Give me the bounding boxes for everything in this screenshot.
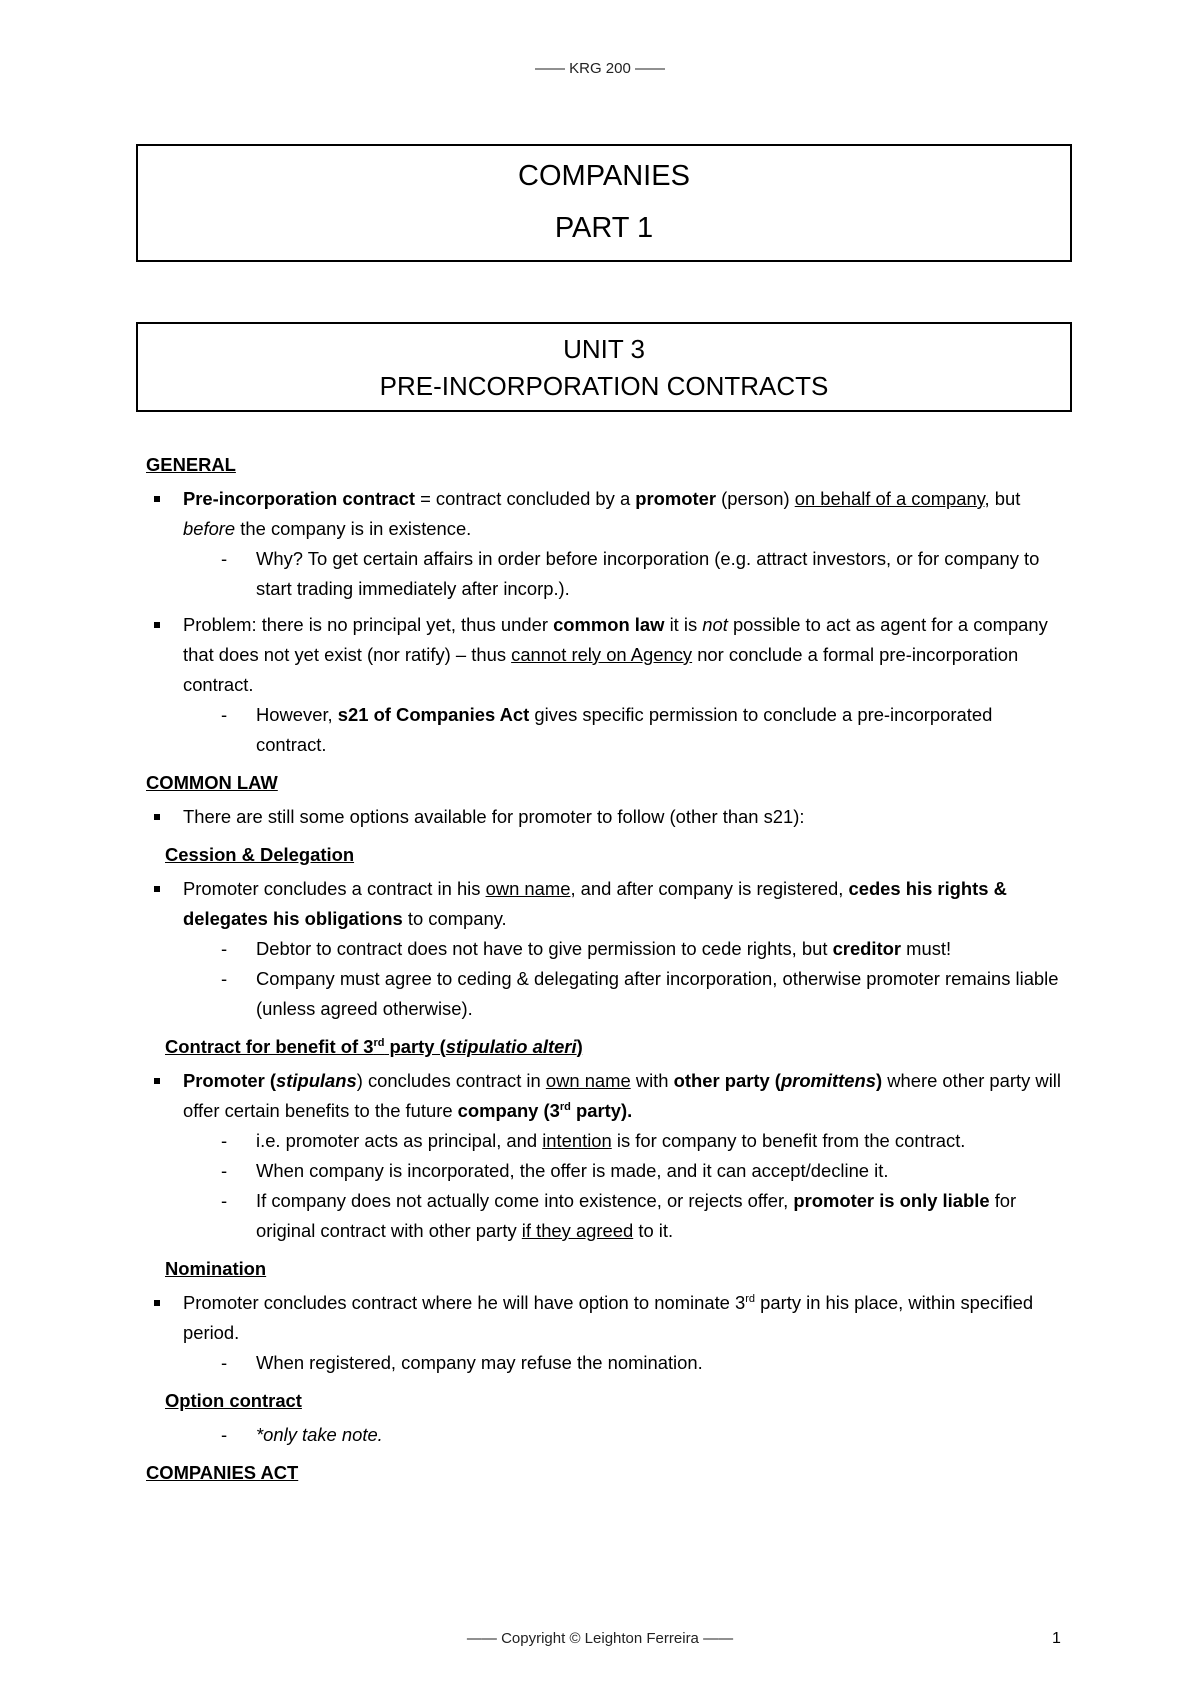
term: party).	[570, 1100, 633, 1121]
text: Promoter concludes contract where he will have option to nominate 3	[183, 1292, 746, 1313]
common-law-list	[146, 802, 1066, 832]
text: Debtor to contract does not have to give permission to cede rights, but	[256, 938, 833, 959]
title-line-1: COMPANIES	[518, 160, 690, 192]
sub-list	[183, 1420, 1066, 1450]
text: However,	[256, 704, 338, 725]
sub-item	[146, 1420, 1066, 1450]
text: for original contract with other party	[256, 1190, 1017, 1241]
text: the company is in existence.	[235, 518, 472, 539]
text: it is	[664, 614, 703, 635]
text: nor conclude a formal pre-incorporation contract.	[183, 644, 1019, 695]
text: with	[630, 1070, 674, 1091]
term: s21 of Companies Act	[337, 704, 530, 725]
superscript: rd	[745, 1292, 756, 1305]
general-list	[146, 484, 1066, 760]
text: )	[576, 1036, 583, 1057]
title-line-2: PART 1	[554, 212, 654, 244]
unit-title: PRE-INCORPORATION CONTRACTS	[379, 371, 829, 401]
text: possible to act as agent for a company that does not yet exist (nor ratify) – thus	[183, 614, 1048, 665]
sub-item	[146, 700, 1066, 760]
list-item: There are still some options available for promoter to follow (other than s21):	[146, 802, 1066, 832]
list-item	[146, 610, 1066, 760]
text: i.e. promoter acts as principal, and	[256, 1130, 543, 1151]
term: common law	[553, 614, 665, 635]
term: delegates his obligations	[183, 908, 403, 929]
term: cedes his rights	[848, 878, 989, 899]
list-item	[146, 1066, 1066, 1246]
superscript: rd	[373, 1036, 385, 1049]
term: company (3	[457, 1100, 560, 1121]
underlined-text: if they agreed	[521, 1220, 634, 1241]
list-item	[146, 1420, 1066, 1450]
term: creditor	[832, 938, 902, 959]
italic-text: before	[183, 518, 236, 539]
text: , and after company is registered,	[570, 878, 849, 899]
nomination-list	[146, 1288, 1066, 1378]
document-body	[146, 450, 1066, 1488]
sub-item	[146, 1186, 1066, 1246]
companies-act-heading: COMPANIES ACT	[146, 1462, 299, 1483]
unit-number: UNIT 3	[563, 334, 645, 364]
list-item	[146, 484, 1066, 604]
italic-term: stipulans	[276, 1070, 357, 1091]
sub-item: - Company must agree to ceding & delegating after incorporation, otherwise promoter remains liable (unless agreed otherwise).	[146, 964, 1066, 1024]
text: , but	[984, 488, 1021, 509]
text: If company does not actually come into existence, or rejects offer,	[256, 1190, 794, 1211]
term: )	[875, 1070, 883, 1091]
text: Contract for benefit of 3	[165, 1036, 374, 1057]
sub-list	[183, 544, 1066, 604]
text: Promoter concludes a contract in his	[183, 878, 486, 899]
underlined-text: own name	[485, 878, 571, 899]
page-header: —— KRG 200 ——	[534, 60, 666, 77]
cession-list	[146, 874, 1066, 1024]
stipulatio-heading	[165, 1032, 1066, 1062]
sub-list	[183, 700, 1066, 760]
underlined-text: cannot rely on Agency	[511, 644, 693, 665]
italic-text: *only take note.	[256, 1424, 383, 1445]
option-list	[146, 1420, 1066, 1450]
text: must!	[901, 938, 952, 959]
term: Pre-incorporation contract	[183, 488, 415, 509]
unit-box	[136, 322, 1072, 412]
title-box	[136, 144, 1072, 262]
page-number: 1	[1052, 1630, 1061, 1647]
term: ) concludes contract in	[356, 1070, 546, 1091]
text: where other party will offer certain benefits to the future	[183, 1070, 1061, 1121]
common-law-heading: COMMON LAW	[146, 772, 278, 793]
sub-item	[146, 1126, 1066, 1156]
sub-list	[183, 934, 1066, 1024]
underlined-text: intention	[542, 1130, 612, 1151]
general-heading: GENERAL	[146, 454, 236, 475]
text: to it.	[633, 1220, 674, 1241]
text: (person)	[716, 488, 795, 509]
text: gives specific permission to conclude a pre-incorporated contract.	[256, 704, 993, 755]
text: = contract concluded by a	[414, 488, 636, 509]
text: to company.	[402, 908, 507, 929]
underlined-text: own name	[545, 1070, 631, 1091]
option-heading: Option contract	[165, 1390, 302, 1411]
term: Promoter (	[183, 1070, 276, 1091]
italic-term: promittens	[780, 1070, 876, 1091]
list-item	[146, 874, 1066, 1024]
stipulatio-list	[146, 1066, 1066, 1246]
cession-heading: Cession & Delegation	[165, 844, 355, 865]
sub-item: - When company is incorporated, the offer is made, and it can accept/decline it.	[146, 1156, 1066, 1186]
sub-list	[183, 1126, 1066, 1246]
footer-copyright: —— Copyright © Leighton Ferreira ——	[466, 1630, 734, 1647]
nomination-heading: Nomination	[165, 1258, 267, 1279]
text: Problem: there is no principal yet, thus under	[183, 614, 554, 635]
term: &	[988, 878, 1007, 899]
sub-item	[146, 934, 1066, 964]
italic-text: stipulatio alteri	[445, 1036, 577, 1057]
sub-item: - Why? To get certain affairs in order before incorporation (e.g. attract investors, or for company to start trading immediately after incorp.).	[146, 544, 1066, 604]
text: party (	[384, 1036, 446, 1057]
underlined-text: on behalf of a company	[794, 488, 985, 509]
sub-list	[183, 1348, 1066, 1378]
superscript: rd	[559, 1100, 571, 1113]
text: party in his place, within specified period.	[183, 1292, 1034, 1343]
text: is for company to benefit from the contract.	[611, 1130, 966, 1151]
term: promoter	[635, 488, 717, 509]
list-item	[146, 1288, 1066, 1378]
term: promoter is only liable	[793, 1190, 990, 1211]
sub-item: - When registered, company may refuse the nomination.	[146, 1348, 1066, 1378]
term: other party (	[673, 1070, 781, 1091]
italic-text: not	[702, 614, 728, 635]
